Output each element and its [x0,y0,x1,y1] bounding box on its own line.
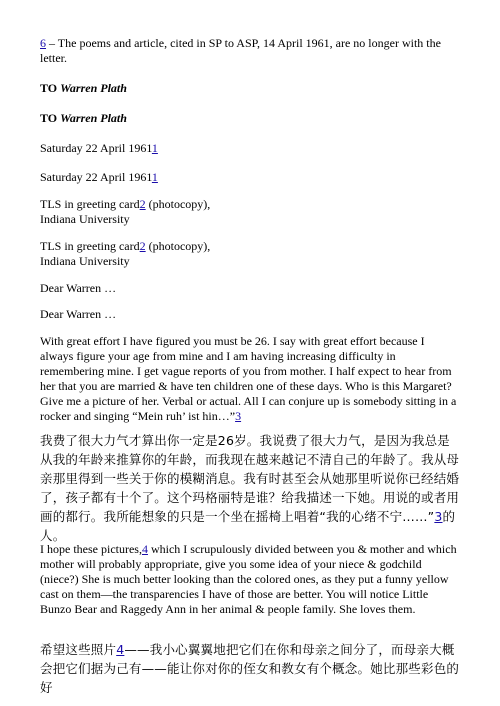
heading-prefix: TO [40,111,61,125]
paragraph-2-before: I hope these pictures, [40,542,142,556]
heading-recipient: Warren Plath [60,81,127,95]
paragraph-1-chinese-footnote-link[interactable]: 3 [434,509,443,524]
source-holder: Indiana University [40,212,130,226]
heading-prefix: TO [40,81,61,95]
paragraph-2-chinese-before: 希望这些照片 [40,642,117,657]
salutation: Dear Warren … [40,281,117,295]
salutation-duplicate: Dear Warren … [40,307,117,321]
paragraph-2-chinese-footnote-link[interactable]: 4 [116,642,125,657]
letter-source [40,197,460,227]
date-text: Saturday 22 April 1961 [40,170,152,184]
footnote-ref-link[interactable]: 6 [40,36,46,50]
paragraph-2-chinese [40,640,460,697]
paragraph-1-text: With great effort I have figured you must be 26. I say with great effort because I always figure your age from mine and I am having increasing difficulty in remembering mine. I get vague reports of you from mother. I half expect to hear from her that you are married & have ten children one of these days. Who is this Margaret? Give me a picture of her. Verbal or actual. All I can conjure up is somebody sitting in a rocker and singing “Mein ruh’ ist hin…” [40,334,457,423]
date-text: Saturday 22 April 1961 [40,141,152,155]
source-text: TLS in greeting card [40,239,140,253]
source-footnote-link[interactable]: 2 [139,239,146,253]
source-footnote-link[interactable]: 2 [139,197,146,211]
paragraph-2 [40,542,460,617]
paragraph-2-after: which I scrupulously divided between you & mother and which mother will probably appropriate, give you some idea of your niece & godchild (niece?) She is much better looking than the colored ones, as they put a funny yellow cast on them—the transparencies I have of those are better. You will notice Little Bunzo Bear and Raggedy Ann in her animal & people family. She loves them. [40,542,457,616]
source-after: (photocopy), [145,197,211,211]
letter-heading-duplicate [40,111,460,126]
letter-date-duplicate [40,170,460,185]
letter-source-duplicate [40,239,460,269]
paragraph-1-chinese-text: 我费了很大力气才算出你一定是26岁。我说费了很大力气，是因为我总是从我的年龄来推算你的年龄，而我现在越来越记不清自己的年龄了。我从母亲那里得到一些关于你的模糊消息。我有时甚至会从她那里听说你已经结婚了，孩子都有十个了。这个玛格丽特是谁？给我描述一下她。用说的或者用画的都行。我所能想象的只是一个坐在摇椅上唱着“我的心绪不宁……” [40,433,460,524]
paragraph-2-footnote-link[interactable]: 4 [141,542,148,556]
paragraph-1 [40,334,460,424]
footnote-text: – The poems and article, cited in SP to ASP, 14 April 1961, are no longer with the letter. [40,36,441,65]
paragraph-2-chinese-after: ——我小心翼翼地把它们在你和母亲之间分了，而母亲大概会把它们据为己有——能让你对你的侄女和教女有个概念。她比那些彩色的好 [40,642,460,695]
source-after: (photocopy), [145,239,211,253]
paragraph-1-chinese-after: 的人。 [40,509,456,543]
source-holder: Indiana University [40,254,130,268]
paragraph-1-footnote-link[interactable]: 3 [235,409,242,423]
letter-heading [40,81,460,96]
date-footnote-link[interactable]: 1 [151,170,158,184]
footnote-6 [40,36,460,66]
paragraph-1-chinese [40,431,460,545]
heading-recipient: Warren Plath [60,111,127,125]
source-text: TLS in greeting card [40,197,140,211]
date-footnote-link[interactable]: 1 [151,141,158,155]
letter-date [40,141,460,156]
